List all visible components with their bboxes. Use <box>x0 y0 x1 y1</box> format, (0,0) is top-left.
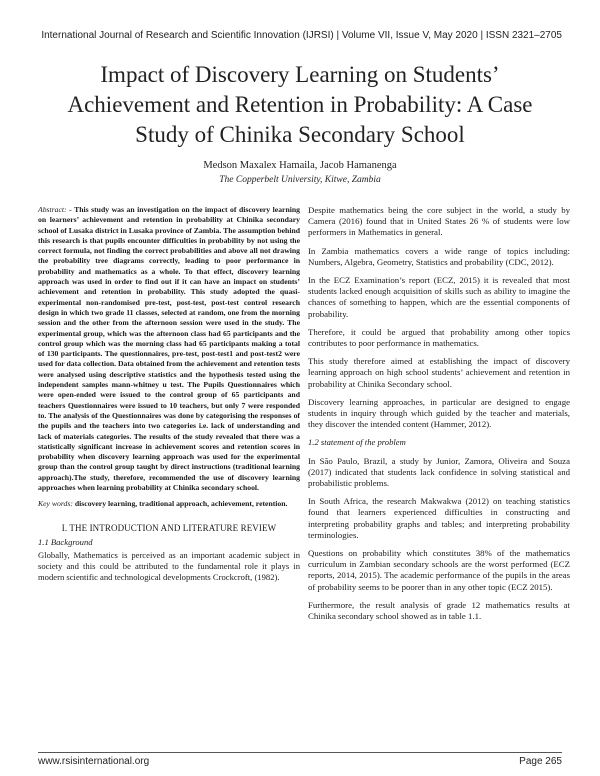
abstract <box>38 205 300 493</box>
subsection-problem-statement: 1.2 statement of the problem <box>308 437 406 448</box>
paragraph: In the ECZ Examination’s report (ECZ, 2015) it is revealed that most students lacked enough acquisition of skills such as ability to imagine the chances of something to happen, which are the essential components of probability. <box>308 275 570 319</box>
keywords-text: discovery learning, traditional approach, achievement, retention. <box>72 499 288 509</box>
footer-divider <box>38 752 562 753</box>
paragraph: Discovery learning approaches, in particular are designed to engage students in inquiry through which guided by the teacher and materials, they discover the intended content (Hammer, 2012). <box>308 396 570 430</box>
left-column <box>38 205 300 589</box>
subsection-background: 1.1 Background <box>38 536 93 547</box>
section-heading-introduction: I. THE INTRODUCTION AND LITERATURE REVIEW <box>61 522 277 533</box>
keywords <box>38 499 300 509</box>
page-number: Page 265 <box>519 756 562 767</box>
paper-title: Impact of Discovery Learning on Students’ Achievement and Retention in Probability: A Case Study of Chinika Secondary School <box>67 62 533 147</box>
footer-website-link[interactable]: www.rsisinternational.org <box>38 756 150 767</box>
abstract-label: Abstract: <box>38 205 67 214</box>
paragraph: Questions on probability which constitutes 38% of the mathematics curriculum in Zambian secondary schools are the worst performed (ECZ reports, 2014, 2015). The academic performance of the pupils in the areas of probability seems to be poorer than in any other topic (ECZ 2015). <box>308 548 570 592</box>
paper-authors: Medson Maxalex Hamaila, Jacob Hamanenga <box>203 160 397 171</box>
paper-affiliation: The Copperbelt University, Kitwe, Zambia <box>219 175 381 185</box>
paragraph-background: Globally, Mathematics is perceived as an important academic subject in society and this could be attributed to the fundamental role it plays in modern scientific and technological developments Crockcroft, (1982). <box>38 550 300 583</box>
abstract-text: - This study was an investigation on the impact of discovery learning on learners’ achievement and retention in probability at Chinika secondary school of Lusaka district in Lusaka province of Zambia. The assumption behind this research is that pupils encounter difficulties in probability by not using the correct formula, not finding the correct probabilities and above all not drawing the probability tree diagrams correctly, leading to poor performance in probability and mathematics as a whole. To that effect, discovery learning approach was used in order to find out if it can have an impact on students’ achievement and retention in probability. This study adopted the quasi-experimental non-randomised pre-test, post-test, post-test control research design in which two grade 11 classes, selected at random, one from the morning session and the other from the afternoon session were used in the study. The experimental group, which was the afternoon class had 65 participants and the control group which was the morning class had 65 participants making a total of 130 participants. The questionnaires, pre-test, post-test1 and post-test2 were used for data collection. Data obtained from the achievement and retention tests were analysed using descriptive statistics and the hypothesis tested using the independent samples mann-whitney u test. The Pupils Questionnaires which were open-ended were issued to the control group of 65 participants and teachers Questionnaires were issued to 10 teachers, but only 7 were responded to. The analysis of the Questionnaires was done by categorising the responses of the pupils and the teachers into two categories i.e. lack of understanding and lack of materials categories. The results of the study revealed that there was a statistically significant increase in achievement scores and retention scores in probability when discovery learning approach was used for the experimental group than the control group taught by direct instructions (traditional learning approach).The study, therefore, recommended the use of discovery learning approaches when learning probability at Chinika secondary school. <box>38 205 301 493</box>
paragraph: Despite mathematics being the core subject in the world, a study by Camera (2016) found that in United States 26 % of students were low performers in Mathematics in general. <box>308 205 570 238</box>
paragraph: This study therefore aimed at establishing the impact of discovery learning approach on high school students’ achievement and retention in probability at Chinika Secondary school. <box>308 356 570 389</box>
paragraph: In South Africa, the research Makwakwa (2012) on teaching statistics found that learners experienced difficulties in constructing and interpreting probability graphs and tables; and interpreting probability terminologies. <box>308 496 570 540</box>
journal-header: International Journal of Research and Scientific Innovation (IJRSI) | Volume VII, Issue V, May 2020 | ISSN 2321–2705 <box>41 30 562 41</box>
paragraph: Therefore, it could be argued that probability among other topics contributes to poor performance in mathematics. <box>308 326 570 349</box>
right-column <box>308 205 570 629</box>
paragraph: In Zambia mathematics covers a wide range of topics including: Numbers, Algebra, Geometry, Statistics and probability (CDC, 2012). <box>308 245 570 267</box>
paragraph: Furthermore, the result analysis of grade 12 mathematics results at Chinika secondary school showed as in table 1.1. <box>308 599 570 622</box>
paragraph: In São Paulo, Brazil, a study by Junior, Zamora, Oliveira and Souza (2017) indicated that students lack confidence in solving statistical and probabilistic problems. <box>308 455 570 489</box>
keywords-label: Key words: <box>38 499 73 509</box>
